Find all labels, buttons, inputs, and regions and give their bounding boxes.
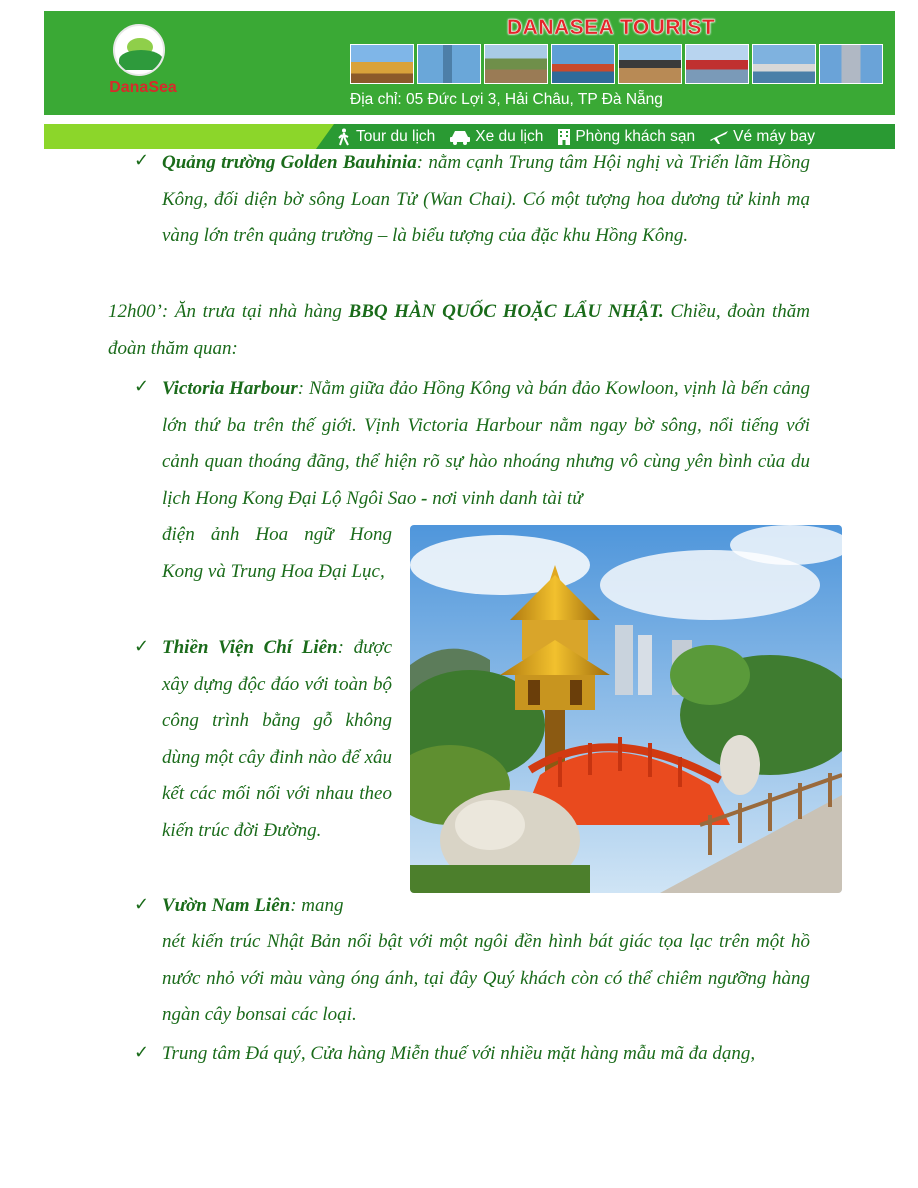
victoria-dash: - <box>421 487 428 509</box>
taipei-thumb <box>417 44 481 84</box>
bauhinia-title: Quảng trường Golden Bauhinia <box>162 152 417 173</box>
nav-flight[interactable] <box>709 128 815 146</box>
great-wall-thumb <box>484 44 548 84</box>
check-icon: ✓ <box>134 894 150 915</box>
bangkok-thumb <box>350 44 414 84</box>
victoria-text: : Nằm giữa đảo Hồng Kông và bán đảo Kowloon, vịnh là bến cảng lớn thứ ba trên thế giới. Vịnh Victoria Harbour nằm ngay bờ sông, nổi tiếng với cảnh quan thoáng đãng, thể hiện rõ sự hào nhoáng nhưng vô cùng yên bình của du lịch Hong Kong Đại Lộ Ngôi Sao <box>162 378 811 509</box>
logo-emblem-icon <box>113 24 165 76</box>
japan-pagoda-thumb <box>685 44 749 84</box>
header-banner <box>44 11 895 115</box>
hongkong-thumb <box>551 44 615 84</box>
nav-car[interactable] <box>449 128 543 146</box>
lunch-time: 12h00’: Ăn trưa tại nhà hàng <box>108 301 349 322</box>
victoria-continuation: điện ảnh Hoa ngữ Hong Kong và Trung Hoa Đại Lục, <box>162 524 392 582</box>
check-icon: ✓ <box>134 636 150 657</box>
chilin-paragraph <box>162 630 392 850</box>
destination-thumbnails <box>350 44 883 84</box>
car-icon <box>449 129 471 145</box>
check-icon: ✓ <box>134 150 150 171</box>
hiker-icon <box>336 128 352 146</box>
danasea-logo[interactable] <box>96 19 188 109</box>
nav-tour-label: Tour du lịch <box>356 127 436 145</box>
company-address: Địa chỉ: 05 Đức Lợi 3, Hải Châu, TP Đà Nẵng <box>350 91 663 108</box>
namlian-text: : mang <box>290 895 344 916</box>
check-icon: ✓ <box>134 1042 150 1063</box>
chi-lin-pavilion-photo <box>410 525 842 893</box>
nav-car-label: Xe du lịch <box>475 127 544 145</box>
victoria-title: Victoria Harbour <box>162 378 298 399</box>
bauhinia-text: : nằm cạnh Trung tâm Hội nghị và Triển lãm Hồng Kông, đối diện bờ sông Loan Tử (Wan Chai). Có một tượng hoa dương tử kinh mạ vàng lớn trên quảng trường – là biểu tượng của đặc khu Hồng Kông. <box>162 152 811 247</box>
victoria-paragraph <box>162 371 810 517</box>
nav-tour[interactable] <box>336 128 435 146</box>
logo-text: DanaSea <box>109 79 177 96</box>
bauhinia-paragraph <box>162 145 810 255</box>
namlian-title: Vườn Nam Liên <box>162 895 291 916</box>
check-icon: ✓ <box>134 376 150 397</box>
nav-hotel[interactable] <box>557 128 695 146</box>
hotel-building-icon <box>557 128 571 145</box>
nav-hotel-label: Phòng khách sạn <box>575 127 696 145</box>
chilin-text: : được xây dựng độc đáo với toàn bộ công trình bằng gỗ không dùng một cây đinh nào để xâu kết các mối nối với nhau theo kiến trúc đời Đường. <box>162 637 393 841</box>
nav-flight-label: Vé máy bay <box>733 127 815 145</box>
lunch-venue: BBQ HÀN QUỐC HOẶC LẨU NHẬT. <box>348 301 664 322</box>
kuala-lumpur-thumb <box>819 44 883 84</box>
airplane-icon <box>709 129 729 145</box>
lunch-rest: Chiều, đoàn thăm đoàn thăm quan: <box>108 301 810 359</box>
seoul-palace-thumb <box>618 44 682 84</box>
shopping-paragraph: Trung tâm Đá quý, Cửa hàng Miễn thuế với nhiều mặt hàng mẫu mã đa dạng, <box>162 1043 756 1064</box>
namlian-continuation: nét kiến trúc Nhật Bản nổi bật với một ngôi đền hình bát giác tọa lạc trên một hồ nước nhỏ với màu vàng óng ánh, tại đây Quý khách còn có thể chiêm ngưỡng hàng ngàn cây bonsai các loại. <box>162 931 810 1026</box>
brand-title: DANASEA TOURIST <box>507 16 716 39</box>
lunch-paragraph <box>108 294 810 367</box>
namlian-paragraph <box>162 888 392 925</box>
victoria-tail: nơi vinh danh tài tử <box>427 487 583 509</box>
singapore-thumb <box>752 44 816 84</box>
chilin-title: Thiền Viện Chí Liên <box>162 637 338 658</box>
